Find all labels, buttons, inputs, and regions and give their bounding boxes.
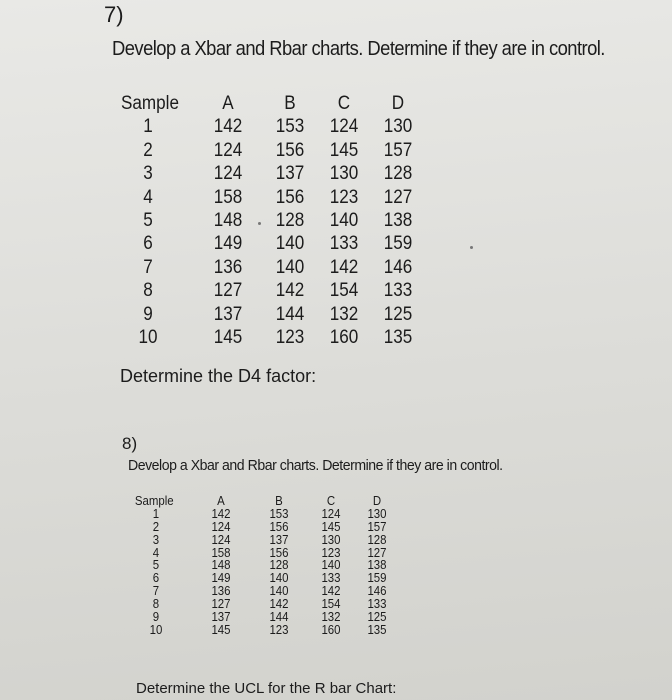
table-cell: 9 [143,303,153,325]
column-header: Sample [134,493,174,508]
column-header: D [372,493,382,508]
table-cell: 144 [275,303,305,325]
table-cell: 7 [143,256,153,278]
table-cell: 124 [213,139,243,161]
table-cell: 128 [367,531,387,547]
table-cell: 137 [213,303,243,325]
column-header: B [284,93,296,114]
table-cell: 154 [329,280,359,302]
table-cell: 125 [383,303,413,325]
table-cell: 135 [383,326,413,348]
table-cell: 5 [143,209,153,231]
table-cell: 157 [367,518,387,534]
table-cell: 5 [152,557,160,573]
table-cell: 140 [269,583,289,599]
table-cell: 3 [152,531,160,547]
table-cell: 158 [211,544,231,560]
table-cell: 133 [329,233,359,255]
table-cell: 127 [211,596,231,612]
table-cell: 145 [321,518,341,534]
table-cell: 128 [269,557,289,573]
table-cell: 136 [211,583,231,599]
table-cell: 137 [275,163,305,185]
table-cell: 127 [383,186,413,208]
table-cell: 124 [213,163,243,185]
table-cell: 132 [321,609,341,625]
table-cell: 123 [275,326,305,348]
table-cell: 136 [213,256,243,278]
table-cell: 133 [383,280,413,302]
table-cell: 145 [329,139,359,161]
table-cell: 156 [269,518,289,534]
table-cell: 6 [152,570,160,586]
table-cell: 148 [211,557,231,573]
column-header: A [217,493,225,508]
table-cell: 133 [321,570,341,586]
table-cell: 159 [383,233,413,255]
table-cell: 127 [213,280,243,302]
table-cell: 4 [152,544,160,560]
problem-8-question: Develop a Xbar and Rbar charts. Determine if they are in control. [128,457,503,474]
table-cell: 137 [269,531,289,547]
table-cell: 140 [275,233,305,255]
column-header: B [275,493,283,508]
table-cell: 1 [143,116,153,138]
table-cell: 142 [213,116,243,138]
table-cell: 146 [383,256,413,278]
table-cell: 140 [275,256,305,278]
column-header: C [326,493,336,508]
table-cell: 153 [269,505,289,521]
table-cell: 149 [211,570,231,586]
table-cell: 142 [211,505,231,521]
table-cell: 124 [329,116,359,138]
table-cell: 138 [367,557,387,573]
table-cell: 142 [269,596,289,612]
table-cell: 133 [367,596,387,612]
problem-7-question: Develop a Xbar and Rbar charts. Determine if they are in control. [112,38,605,60]
table-cell: 130 [329,163,359,185]
table-cell: 9 [152,609,160,625]
table-cell: 6 [143,233,153,255]
problem-7-followup: Determine the D4 factor: [120,366,317,386]
table-cell: 128 [383,163,413,185]
table-cell: 8 [143,280,153,302]
table-cell: 138 [383,209,413,231]
table-cell: 142 [321,583,341,599]
table-cell: 4 [143,186,153,208]
table-cell: 8 [152,596,160,612]
table-cell: 132 [329,303,359,325]
table-cell: 160 [321,621,341,637]
table-cell: 156 [269,544,289,560]
problem-8-followup: Determine the UCL for the R bar Chart: [136,680,397,697]
table-cell: 1 [152,505,160,521]
table-cell: 140 [269,570,289,586]
table-cell: 140 [321,557,341,573]
table-cell: 140 [329,209,359,231]
stray-mark [470,246,473,249]
table-cell: 145 [211,621,231,637]
table-cell: 7 [152,583,160,599]
table-cell: 128 [275,209,305,231]
table-cell: 149 [213,233,243,255]
table-cell: 3 [143,163,153,185]
table-cell: 153 [275,116,305,138]
table-cell: 123 [329,186,359,208]
table-cell: 123 [269,621,289,637]
table-cell: 123 [321,544,341,560]
table-cell: 124 [211,518,231,534]
column-header: A [222,93,234,114]
table-cell: 144 [269,609,289,625]
table-cell: 130 [367,505,387,521]
column-header: C [337,93,351,114]
table-cell: 124 [211,531,231,547]
table-cell: 2 [152,518,160,534]
stray-mark [258,222,261,225]
table-cell: 124 [321,505,341,521]
problem-8-number: 8) [122,434,138,453]
table-cell: 135 [367,621,387,637]
table-cell: 2 [143,139,153,161]
problem-7-number: 7) [104,2,124,27]
table-cell: 154 [321,596,341,612]
table-cell: 130 [321,531,341,547]
table-cell: 127 [367,544,387,560]
table-cell: 142 [329,256,359,278]
table-cell: 160 [329,326,359,348]
column-header: Sample [121,93,179,114]
table-cell: 157 [383,139,413,161]
table-cell: 130 [383,116,413,138]
table-cell: 158 [213,186,243,208]
table-cell: 10 [149,621,163,637]
table-cell: 142 [275,280,305,302]
table-cell: 146 [367,583,387,599]
table-cell: 137 [211,609,231,625]
table-cell: 145 [213,326,243,348]
column-header: D [391,93,405,114]
table-cell: 156 [275,186,305,208]
table-cell: 125 [367,609,387,625]
table-cell: 148 [213,209,243,231]
table-cell: 159 [367,570,387,586]
table-cell: 156 [275,139,305,161]
table-cell: 10 [138,326,158,348]
